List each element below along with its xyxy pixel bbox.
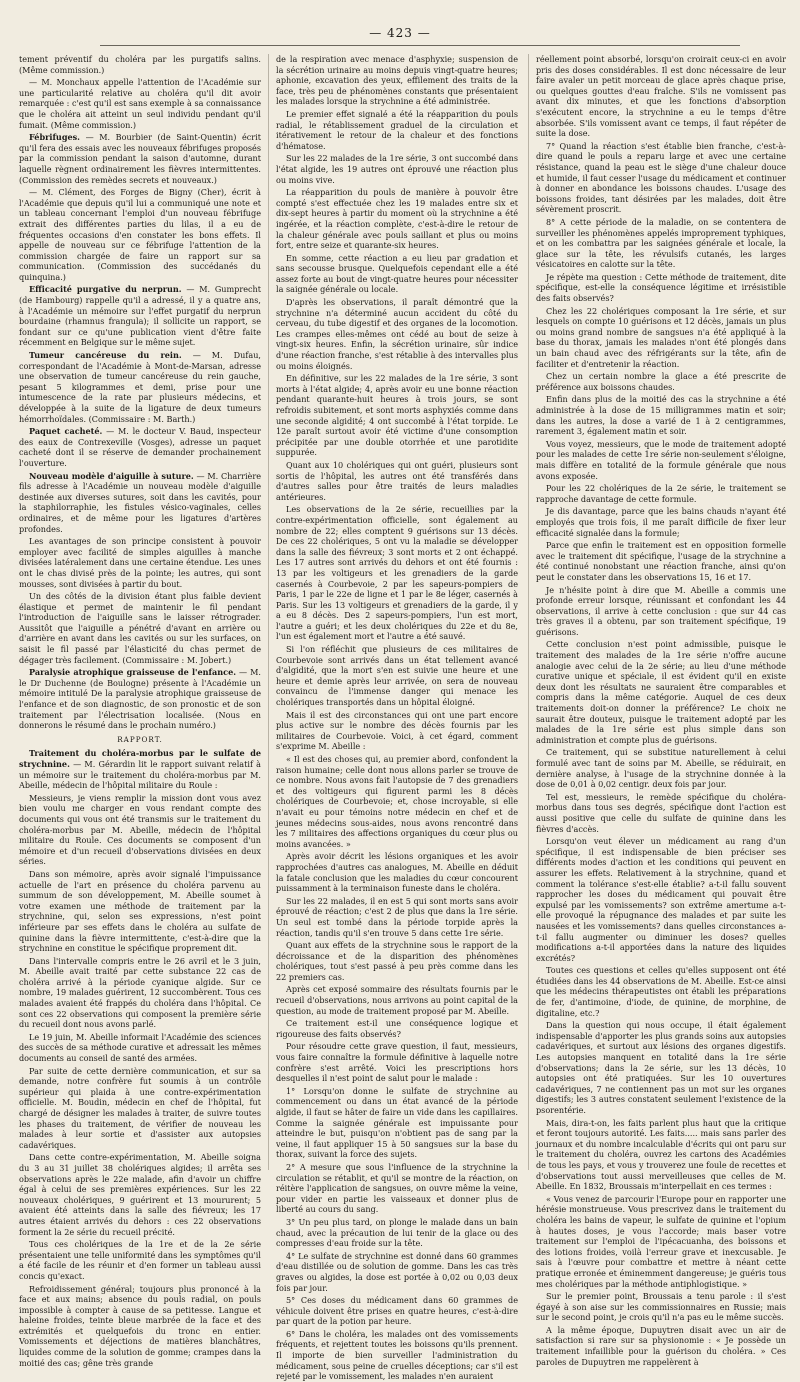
paragraph <box>19 284 261 348</box>
paragraph: Dans cette contre-expérimentation, M. Abeille soigna du 3 au 31 juillet 38 cholériques algides; il arrêta ses observations après le 22e malade, afin d'avoir un chiffre égal à celui de ses premières expériences. Sur les 22 nouveaux cholériques, 9 guérirent et 13 moururent; 5 avaient été atteints dans la salle des fiévreux; les 17 autres étaient arrivés du dehors : ces 22 observations forment la 2e série du recueil précité. <box>19 1152 261 1237</box>
section-heading: Efficacité purgative du nerprun. <box>29 284 182 295</box>
paragraph: Quant aux effets de la strychnine sous le rapport de la décroissance et de la disparition des phénomènes cholériques, tout s'est passé à peu près comme dans les 22 premiers cas. <box>276 940 518 982</box>
paragraph-text: — M. Gumprecht (de Hambourg) rappelle qu'il a adressé, il y a quatre ans, à l'Académie un mémoire sur l'effet purgatif du nerprun bourdaine (rhamnus frangula); il sollicite un rapport, se fondant sur ce qu'une publication vient d'être faite récemment en Belgique sur le même sujet. <box>19 284 262 348</box>
paragraph: La réapparition du pouls de manière à pouvoir être compté s'est effectuée chez les 19 malades entre six et dix-sept heures à partir du moment où la strychnine a été ingérée, et la réaction complète, c'est-à-dire le retour de la chaleur générale avec pouls saillant et plus ou moins fort, entre seize et quarante-six heures. <box>276 187 518 251</box>
paragraph-text: — M. Charrière fils adresse à l'Académie un nouveau modèle d'aiguille destinée aux diverses sutures, soit dans les cavités, pour la staphilorraphie, les fistules vésico-vaginales, celles ordinaires, et de même pour les ligatures d'artères profondes. <box>19 470 262 534</box>
paragraph <box>19 667 261 731</box>
paragraph: Quant aux 10 cholériques qui ont guéri, plusieurs sont sortis de l'hôpital, les autres ont été transférés dans d'autres salles pour être traités de leurs maladies antérieures. <box>276 459 518 502</box>
paragraph: 6° Dans le choléra, les malades ont des vomissements fréquents, et rejettent toutes les boissons qu'ils prennent. Il importe de bien surveiller l'administration du médicament, sous peine de cruelles déceptions; car s'il est rejeté par le vomissement, les malades n'en auraient <box>276 1328 518 1382</box>
paragraph: 3° Un peu plus tard, on plonge le malade dans un bain chaud, avec la précaution de lui tenir de la glace ou des compresses d'eau froide sur la tête. <box>276 1216 518 1249</box>
paragraph: — M. Clément, des Forges de Bigny (Cher), écrit à l'Académie que depuis qu'il lui a communiqué une note et un tableau concernant l'emploi d'un nouveau fébrifuge extrait des différentes parties du lilas, il a eu de fréquentes occasions d'en constater les bons effets. Il appelle de nouveau sur ce fébrifuge l'attention de la commission chargée de faire un rapport sur sa communication. (Commission des succédanés du quinquina.) <box>19 187 261 282</box>
paragraph: Ce traitement, qui se substitue naturellement à celui formulé avec tant de soins par M. Abeille, se réduirait, en dernière analyse, à l'usage de la strychnine donnée à la dose de 0,01 à 0,02 centigr. deux fois par jour. <box>536 747 786 790</box>
paragraph: En définitive, sur les 22 malades de la 1re série, 3 sont morts à l'état algide; 4, après avoir eu une bonne réaction pendant quarante-huit heures à trois jours, se sont refroidis subitement, et sont morts asphyxiés comme dans une seconde algidité; 4 ont succombé à l'état torpide. Le 12e paraît surtout avoir été victime d'une consomption précipitée par une double otorrhée et une parotidite suppurée. <box>276 373 518 458</box>
paragraph: Les avantages de son principe consistent à pouvoir employer avec facilité de simples aiguilles à manche divisées latéralement dans une certaine étendue. Les unes ont le chas divisé près de la pointe; les autres, qui sont mousses, sont divisées à partir du bout. <box>19 536 261 589</box>
paragraph: 2° A mesure que sous l'influence de la strychnine la circulation se rétablit, et qu'il se montre de la réaction, on réitère l'application de sangsues, on ouvre même la veine, pour vider en partie les vaisseaux et donner plus de liberté au cours du sang. <box>276 1161 518 1215</box>
paragraph-text: — M. Dufau, correspondant de l'Académie à Mont-de-Marsan, adresse une observation de tumeur cancéreuse du rein gauche, pesant 5 kilogrammes et demi, prise pour une intumescence de la rate par plusieurs médecins, et développée à la suite de la ligature de deux tumeurs hémorrhoïdales. (Commissaire : M. Barth.) <box>19 350 261 424</box>
page-number: — 423 — <box>369 26 431 40</box>
paragraph: Les observations de la 2e série, recueillies par la contre-expérimentation officielle, sont également au nombre de 22; elles comptent 9 guérisons sur 13 décès. De ces 22 cholériques, 5 ont vu la maladie se développer dans la salle des fiévreux; 3 sont morts et 2 ont échappé. Les 17 autres sont arrivés du dehors et ont été fournis : 13 par les voltigeurs et les grenadiers de la garde casernés à Courbevoie, 2 par les sapeurs-pompiers de Paris, 1 par le 22e de ligne et 1 par le 8e léger, casernés à Paris. Sur les 13 voltigeurs et grenadiers de la garde, il y a eu 8 décès. Des 2 sapeurs-pompiers, l'un est mort, l'autre a guéri; et les deux cholériques du 22e et du 8e, l'un est également mort et l'autre a été sauvé. <box>276 504 518 642</box>
paragraph: réellement point absorbé, lorsqu'on croirait ceux-ci en avoir pris des doses considérables. Il est donc nécessaire de leur faire avaler un petit morceau de glace après chaque prise, ou quelques gouttes d'eau fraîche. S'ils ne vomissent pas avant dix minutes, et que les fonctions d'absorption s'exécutent encore, la strychnine a eu le temps d'être absorbée. S'ils vomissent avant ce temps, il faut répéter de suite la dose. <box>536 54 786 139</box>
paragraph: Mais, dira-t-on, les faits parlent plus haut que la critique et feront toujours autorité. Les faits..... mais sans parler des journaux et du nombre incalculable d'écrits qui ont paru sur le traitement du choléra, ouvrez les cartons des Académies de tous les pays, et vous y trouverez une foule de recettes et d'observations tout aussi merveilleuses que celles de M. Abeille. En 1832, Broussais m'interpellait en ces termes : <box>536 1117 786 1192</box>
paragraph: Mais il est des circonstances qui ont une part encore plus active sur le nombre des décès fournis par les militaires de Courbevoie. Voici, à cet égard, comment s'exprime M. Abeille : <box>276 709 518 752</box>
section-heading: Nouveau modèle d'aiguille à suture. <box>29 470 194 481</box>
paragraph: 4° Le sulfate de strychnine est donné dans 60 grammes d'eau distillée ou de solution de gomme. Dans les cas très graves ou algides, la dose est portée à 0,02 ou 0,03 deux fois par jour. <box>276 1250 518 1293</box>
paragraph: Je n'hésite point à dire que M. Abeille a commis une profonde erreur lorsque, réunissant et confondant les 44 observations, il arrive à cette conclusion : que sur 44 cas très graves il a obtenu, par son traitement spécifique, 19 guérisons. <box>536 584 786 637</box>
paragraph: Le premier effet signalé a été la réapparition du pouls radial, le rétablissement graduel de la circulation et itérativement le retour de la chaleur et des fonctions d'hématose. <box>276 108 518 151</box>
header-rule <box>100 45 740 46</box>
paragraph-text: — M. Gérardin lit le rapport suivant relatif à un mémoire sur le traitement du choléra-morbus par M. Abeille, médecin de l'hôpital militaire du Roule : <box>19 759 261 791</box>
paragraph: de la respiration avec menace d'asphyxie; suspension de la sécrétion urinaire au moins depuis vingt-quatre heures; aphonie, excavation des yeux, effilement des traits de la face, très peu de phénomènes constants que présentaient les malades lorsque la strychnine a été administrée. <box>276 54 518 107</box>
paragraph: Tous ces cholériques de la 1re et de la 2e série présentaient une telle uniformité dans les symptômes qu'il a été facile de les réunir et d'en former un tableau aussi concis qu'exact. <box>19 1239 261 1281</box>
paragraph: Pour les 22 cholériques de la 2e série, le traitement se rapproche davantage de cette formule. <box>536 483 786 504</box>
paragraph-text: — M. le Dr Duchenne (de Boulogne) présente à l'Académie un mémoire intitulé De la paralysie atrophique graisseuse de l'enfance et de son diagnostic, de son pronostic et de son traitement par l'électrisation localisée. (Nous en donnerons le résumé dans le prochain numéro.) <box>19 667 261 731</box>
paragraph: Dans la question qui nous occupe, il était également indispensable d'apporter les plus grands soins aux autopsies cadavériques, et surtout aux lésions des organes digestifs. Les autopsies manquent en totalité dans la 1re série d'observations; dans la 2e série, sur les 13 décès, 10 autopsies ont été pratiquées. Sur les 10 ouvertures cadavériques, 7 ne contiennent pas un mot sur les organes digestifs; les 3 autres constatent seulement l'existence de la psorentérie. <box>536 1020 786 1115</box>
paragraph: Messieurs, je viens remplir la mission dont vous avez bien voulu me charger en vous rendant compte des documents qui vous ont été transmis sur le traitement du choléra-morbus par M. Abeille, médecin de l'hôpital militaire du Roule. Ces documents se composent d'un mémoire et d'un recueil d'observations divisées en deux séries. <box>19 792 261 867</box>
paragraph: Vous voyez, messieurs, que le mode de traitement adopté pour les malades de cette 1re série non-seulement s'éloigne, mais diffère en totalité de la formule générale que nous avons exposée. <box>536 438 786 481</box>
paragraph: Après avoir décrit les lésions organiques et les avoir rapprochées d'autres cas analogues, M. Abeille en déduit la fatale conclusion que les maladies du cœur concourent puissamment à la terminaison funeste dans le choléra. <box>276 851 518 894</box>
section-heading: Paquet cacheté. <box>29 426 103 437</box>
paragraph: Dans son mémoire, après avoir signalé l'impuissance actuelle de l'art en présence du choléra parvenu au summum de son développement, M. Abeille soumet à votre examen une méthode de traitement par la strychnine, qui, selon ses expressions, n'est point inférieure par ses effets dans le choléra au sulfate de quinine dans la fièvre intermittente, c'est-à-dire que la strychnine en constitue le spécifique proprement dit. <box>19 868 261 954</box>
column-3 <box>536 54 786 1367</box>
paragraph: « Vous venez de parcourir l'Europe pour en rapporter une hérésie monstrueuse. Vous prescrivez dans le traitement du choléra les bains de vapeur, le sulfate de quinine et l'opium à hautes doses, je vous l'accorde; mais baser votre traitement sur l'emploi de l'ipécacuanha, des boissons et des lotions froides, voilà l'erreur grave et inexcusable. Je sais à l'œuvre pour combattre et mettre à néant cette pratique erronée et éminemment dangereuse; je guéris tous mes cholériques par la méthode antiphlogistique. » <box>536 1193 786 1289</box>
paragraph: Après cet exposé sommaire des résultats fournis par le recueil d'observations, nous arrivons au point capital de la question, au mode de traitement proposé par M. Abeille. <box>276 984 518 1016</box>
section-heading: Paralysie atrophique graisseuse de l'enfance. <box>29 667 237 678</box>
paragraph: A la même époque, Dupuytren disait avec un air de satisfaction si rare sur sa physionomie : « Je possède un traitement infaillible pour la guérison du choléra. » Ces paroles de Dupuytren me rappelèrent à <box>536 1324 786 1367</box>
paragraph <box>19 471 261 535</box>
paragraph: Un des côtés de la division étant plus faible devient élastique et permet de maintenir le fil pendant l'introduction de l'aiguille sans le laisser rétrograder. Aussitôt que l'aiguille a pénétré d'avant en arrière ou d'arrière en avant dans les cavités ou sur les surfaces, on saisit le fil passé par l'élasticité du chas permet de dégager très facilement. (Commissaire : M. Jobert.) <box>19 591 261 665</box>
section-heading: Tumeur cancéreuse du rein. <box>29 350 182 361</box>
paragraph: Par suite de cette dernière communication, et sur sa demande, notre confrère fut soumis à un contrôle supérieur qui plaida à une contre-expérimentation officielle. M. Boudin, médecin en chef de l'hôpital, fut chargé de désigner les malades à traiter, de suivre toutes les phases du traitement, de vérifier de nouveau les malades à leur sortie et d'assister aux autopsies cadavériques. <box>19 1065 261 1150</box>
paragraph: Parce que enfin le traitement est en opposition formelle avec le traitement dit spécifique, l'usage de la strychnine a été continué nonobstant une réaction franche, ainsi qu'on peut le constater dans les observations 15, 16 et 17. <box>536 540 786 582</box>
paragraph-text: — M. Bourbier (de Saint-Quentin) écrit qu'il fera des essais avec les nouveaux fébrifuges proposés par la commission pendant la saison d'automne, durant laquelle règnent ordinairement les fièvres intermittentes. (Commission des remèdes secrets et nouveaux.) <box>19 132 261 185</box>
paragraph: Le 19 juin, M. Abeille informait l'Académie des sciences des succès de sa méthode curative et adressait les mêmes documents au conseil de santé des armées. <box>19 1031 261 1064</box>
rapport-heading: RAPPORT. <box>117 734 163 744</box>
section-heading: Traitement du choléra-morbus par le sulfate de strychnine. <box>19 748 261 769</box>
paragraph: Sur les 22 malades de la 1re série, 3 ont succombé dans l'état algide, les 19 autres ont éprouvé une réaction plus ou moins vive. <box>276 153 518 185</box>
paragraph: Cette conclusion n'est point admissible, puisque le traitement des malades de la 1re série n'offre aucune analogie avec celui de la 2e série; au lieu d'une méthode curative unique et spéciale, il est évident qu'il en existe deux dont les résultats ne sauraient être comparables et compris dans la même catégorie. Auquel de ces deux traitements doit-on donner la préférence? Le choix ne saurait être douteux, puisque le traitement adopté par les malades de la 1re série est plus simple dans son administration et compte plus de guérisons. <box>536 639 786 745</box>
column-divider <box>528 54 529 1170</box>
paragraph <box>19 132 261 185</box>
paragraph-text: — M. le docteur V. Baud, inspecteur des eaux de Contrexeville (Vosges), adresse un paquet cacheté dont il se réserve de demander prochainement l'ouverture. <box>19 426 261 468</box>
paragraph: Je répète ma question : Cette méthode de traitement, dite spécifique, est-elle la conséquence légitime et irrésistible des faits observés? <box>536 271 786 304</box>
paragraph: En somme, cette réaction a eu lieu par gradation et sans secousse brusque. Quelquefois cependant elle a été assez forte au bout de vingt-quatre heures pour nécessiter la saignée générale ou locale. <box>276 252 518 295</box>
paragraph <box>19 426 261 468</box>
paragraph: 5° Ces doses du médicament dans 60 grammes de véhicule doivent être prises en quatre heures, c'est-à-dire par quart de la potion par heure. <box>276 1295 518 1327</box>
paragraph: 7° Quand la réaction s'est établie bien franche, c'est-à-dire quand le pouls a reparu large et avec une certaine résistance, quand la peau est le siège d'une chaleur douce et humide, il faut cesser l'usage du médicament et continuer à donner en abondance les boissons chaudes. L'usage des boissons froides, tant désirées par les malades, doit être sévèrement proscrit. <box>536 140 786 215</box>
paragraph: Sur les 22 malades, il en est 5 qui sont morts sans avoir éprouvé de réaction; c'est 2 de plus que dans la 1re série. Un seul est tombé dans la période torpide après la réaction, tandis qu'il s'en trouve 5 dans cette 1re série. <box>276 895 518 938</box>
paragraph: Dans l'intervalle compris entre le 26 avril et le 3 juin, M. Abeille avait traité par cette substance 22 cas de choléra arrivé à la période cyanique algide. Sur ce nombre, 19 malades guérirent, 12 succombèrent. Tous ces malades avaient été frappés du choléra dans l'hôpital. Ce sont ces 22 observations qui composent la première série du recueil dont nous avons parlé. <box>19 955 261 1030</box>
paragraph: — M. Monchaux appelle l'attention de l'Académie sur une particularité relative au choléra qu'il dit avoir remarquée : c'est qu'il est sans exemple à sa connaissance que le choléra ait atteint un seul individu pendant qu'il fumait. (Même commission.) <box>19 77 261 130</box>
paragraph: tement préventif du choléra par les purgatifs salins. (Même commission.) <box>19 54 261 75</box>
paragraph: Refroidissement général; toujours plus prononcé à la face et aux mains; absence du pouls radial, on pouls impossible à compter à cause de sa petitesse. Langue et haleine froides, teinte bleue marbrée de la face et des extrémités et quelquefois du tronc en entier. Vomissements et déjections de matières blanchâtres, liquides comme de la solution de gomme; crampes dans la moitié des cas; gêne très grande <box>19 1283 261 1368</box>
paragraph: Sur le premier point, Broussais a tenu parole : il s'est égayé à son aise sur les commissionnaires en Russie; mais sur le second point, je crois qu'il n'a pas eu le même succès. <box>536 1291 786 1323</box>
paragraph: 1° Lorsqu'on donne le sulfate de strychnine au commencement ou dans un état avancé de la période algide, il faut se hâter de faire un vide dans les capillaires. Comme la saignée générale est impuissante pour atteindre le but, puisqu'on n'obtient pas de sang par la veine, il faut appliquer 15 à 50 sangsues sur la base du thorax, suivant la force des sujets. <box>276 1085 518 1160</box>
paragraph: Chez un certain nombre la glace a été prescrite de préférence aux boissons chaudes. <box>536 371 786 392</box>
paragraph <box>19 748 261 790</box>
paragraph: Chez les 22 cholériques composant la 1re série, et sur lesquels on compte 10 guérisons et 12 décès, jamais un plus ou moins grand nombre de sangsues n'a été appliqué à la base du thorax, jamais les malades n'ont été plongés dans un bain chaud avec des réfrigérants sur la tête, afin de faciliter et d'entretenir la réaction. <box>536 305 786 369</box>
paragraph: Tel est, messieurs, le remède spécifique du choléra-morbus dans tous ses degrés, spécifique dont l'action est aussi positive que celle du sulfate de quinine dans les fièvres d'accès. <box>536 791 786 834</box>
paragraph <box>19 350 261 424</box>
section-heading: Fébrifuges. <box>29 132 81 143</box>
paragraph: Pour résoudre cette grave question, il faut, messieurs, vous faire connaître la formule définitive à laquelle notre confrère s'est arrêté. Voici les prescriptions hors desquelles il n'est point de salut pour le malade : <box>276 1041 518 1084</box>
paragraph: Toutes ces questions et celles qu'elles supposent ont été étudiées dans les 44 observations de M. Abeille. Est-ce ainsi que les médecins thérapeutistes ont établi les préparations de fer, d'antimoine, d'iode, de quinine, de morphine, de digitaline, etc.? <box>536 965 786 1018</box>
paragraph: Si l'on réfléchit que plusieurs de ces militaires de Courbevoie sont arrivés dans un état tellement avancé d'algidité, que la mort s'en est suivie une heure et une heure et demie après leur arrivée, on sera de nouveau convaincu de l'immense danger qui menace les cholériques transportés dans un hôpital éloigné. <box>276 644 518 708</box>
column-divider <box>268 54 269 1170</box>
paragraph: Je dis davantage, parce que les bains chauds n'ayant été employés que trois fois, il me paraît difficile de fixer leur efficacité signalée dans la formule; <box>536 506 786 538</box>
paragraph: D'après les observations, il paraît démontré que la strychnine n'a déterminé aucun accident du côté du cerveau, du tube digestif et des organes de la locomotion. Les crampes elles-mêmes ont cédé au bout de seize à vingt-six heures. Enfin, la sécrétion urinaire, sûr indice d'une réaction franche, s'est rétablie à des intervalles plus ou moins éloignés. <box>276 297 518 371</box>
paragraph: 8° A cette période de la maladie, on se contentera de surveiller les phénomènes appelés improprement typhiques, et on les combattra par les saignées générale et locale, la glace sur la tête, les révulsifs cutanés, les larges vésicatoires en calotte sur la tête. <box>536 216 786 270</box>
column-2 <box>276 54 518 1382</box>
paragraph: « Il est des choses qui, au premier abord, confondent la raison humaine; celle dont nous allons parler se trouve de ce nombre. Nous avons fait l'autopsie de 7 des grenadiers et des voltigeurs qui figurent parmi les 8 décès cholériques de Courbevoie; et, chose incroyable, si elle n'avait eu pour témoins notre médecin en chef et de jeunes médecins sous-aides, nous avons rencontré dans les 7 militaires des affections organiques du cœur plus ou moins avancées. » <box>276 754 518 849</box>
paragraph: Enfin dans plus de la moitié des cas la strychnine a été administrée à la dose de 15 milligrammes matin et soir; dans les autres, la dose a varié de 1 à 2 centigrammes, rarement 3, également matin et soir. <box>536 394 786 437</box>
paragraph: Ce traitement est-il une conséquence logique et rigoureuse des faits observés? <box>276 1018 518 1039</box>
column-1 <box>19 54 262 1368</box>
paragraph: Lorsqu'on veut élever un médicament au rang d'un spécifique, il est indispensable de bien préciser ses différents modes d'action et les conditions qui peuvent en assurer les effets. Relativement à la strychnine, quand et comment la tolérance s'est-elle établie? a-t-il fallu souvent rapprocher les doses du médicament qui pouvait être expulsé par les vomissements? son extrême amertume a-t-elle provoqué la répugnance des malades et par suite les nausées et les vomissements? dans quelles circonstances a-t-il fallu augmenter ou diminuer les doses? quelles modifications a-t-il apportées dans la nature des liquides excrétés? <box>536 836 786 963</box>
